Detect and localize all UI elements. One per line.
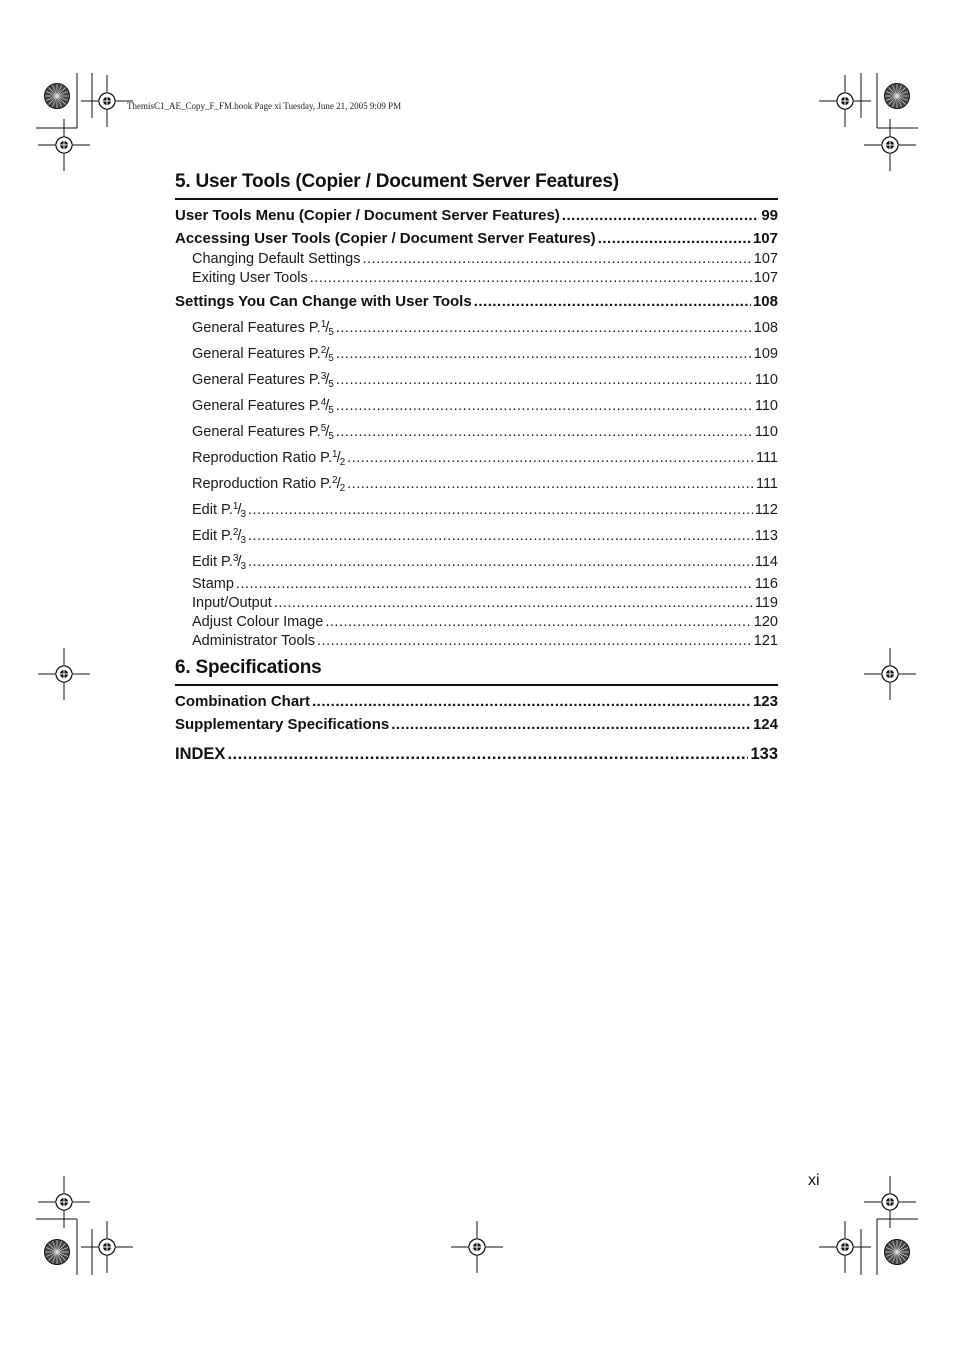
toc-subentry[interactable]: General Features $P.^5/_5$ ..... 110 xyxy=(175,417,778,443)
section-title: 6. Specifications xyxy=(175,657,778,686)
toc-list xyxy=(175,204,778,651)
toc-subentry[interactable]: Edit $P.^3/_3$ ..... 114 xyxy=(175,547,778,573)
toc-subentry[interactable]: Edit $P.^1/_3$ ..... 112 xyxy=(175,495,778,521)
registration-mark-bottom-left xyxy=(36,1176,133,1275)
toc-entry[interactable]: Combination Chart ..... 123 xyxy=(175,690,778,713)
registration-mark-bottom-center xyxy=(451,1221,503,1273)
toc-subentry[interactable]: Exiting User Tools ..... 107 xyxy=(175,269,778,288)
registration-mark-left xyxy=(38,648,90,700)
page-number: xi xyxy=(808,1172,820,1189)
toc-subentry[interactable]: General Features $P.^4/_5$ ..... 110 xyxy=(175,391,778,417)
print-slug: ThemisC1_AE_Copy_F_FM.book Page xi Tuesday, June 21, 2005 9:09 PM xyxy=(127,101,402,111)
toc-section-user-tools xyxy=(175,171,778,651)
toc-subentry[interactable]: General Features $P.^3/_5$ ..... 110 xyxy=(175,365,778,391)
toc-subentry[interactable]: General Features $P.^1/_5$ ..... 108 xyxy=(175,313,778,339)
section-title: 5. User Tools (Copier / Document Server Features) xyxy=(175,171,778,200)
registration-mark-right xyxy=(864,648,916,700)
registration-mark-bottom-right xyxy=(819,1176,918,1275)
toc-section-specifications xyxy=(175,657,778,767)
toc-subentry[interactable]: Stamp ..... 116 xyxy=(175,575,778,594)
registration-mark-top-left xyxy=(36,73,133,171)
toc-subentry[interactable]: Changing Default Settings ..... 107 xyxy=(175,250,778,269)
toc-entry[interactable]: Settings You Can Change with User Tools ..... 108 xyxy=(175,290,778,313)
toc-entry[interactable]: Supplementary Specifications ..... 124 xyxy=(175,713,778,736)
toc-subentry[interactable]: Input/Output ..... 119 xyxy=(175,594,778,613)
toc-subentry[interactable]: General Features $P.^2/_5$ ..... 109 xyxy=(175,339,778,365)
toc-entry[interactable]: Accessing User Tools (Copier / Document Server Features) ..... 107 xyxy=(175,227,778,250)
toc-entry-index[interactable]: INDEX ..... 133 xyxy=(175,741,778,767)
toc-subentry[interactable]: Edit $P.^2/_3$ ..... 113 xyxy=(175,521,778,547)
registration-mark-top-right xyxy=(819,73,918,171)
toc-subentry[interactable]: Reproduction Ratio $P.^2/_2$ ..... 111 xyxy=(175,469,778,495)
toc-list xyxy=(175,690,778,767)
toc-subentry[interactable]: Reproduction Ratio $P.^1/_2$ ..... 111 xyxy=(175,443,778,469)
toc-subentry[interactable]: Adjust Colour Image ..... 120 xyxy=(175,613,778,632)
toc-entry[interactable]: User Tools Menu (Copier / Document Server Features) ..... 99 xyxy=(175,204,778,227)
toc-subentry[interactable]: Administrator Tools ..... 121 xyxy=(175,632,778,651)
